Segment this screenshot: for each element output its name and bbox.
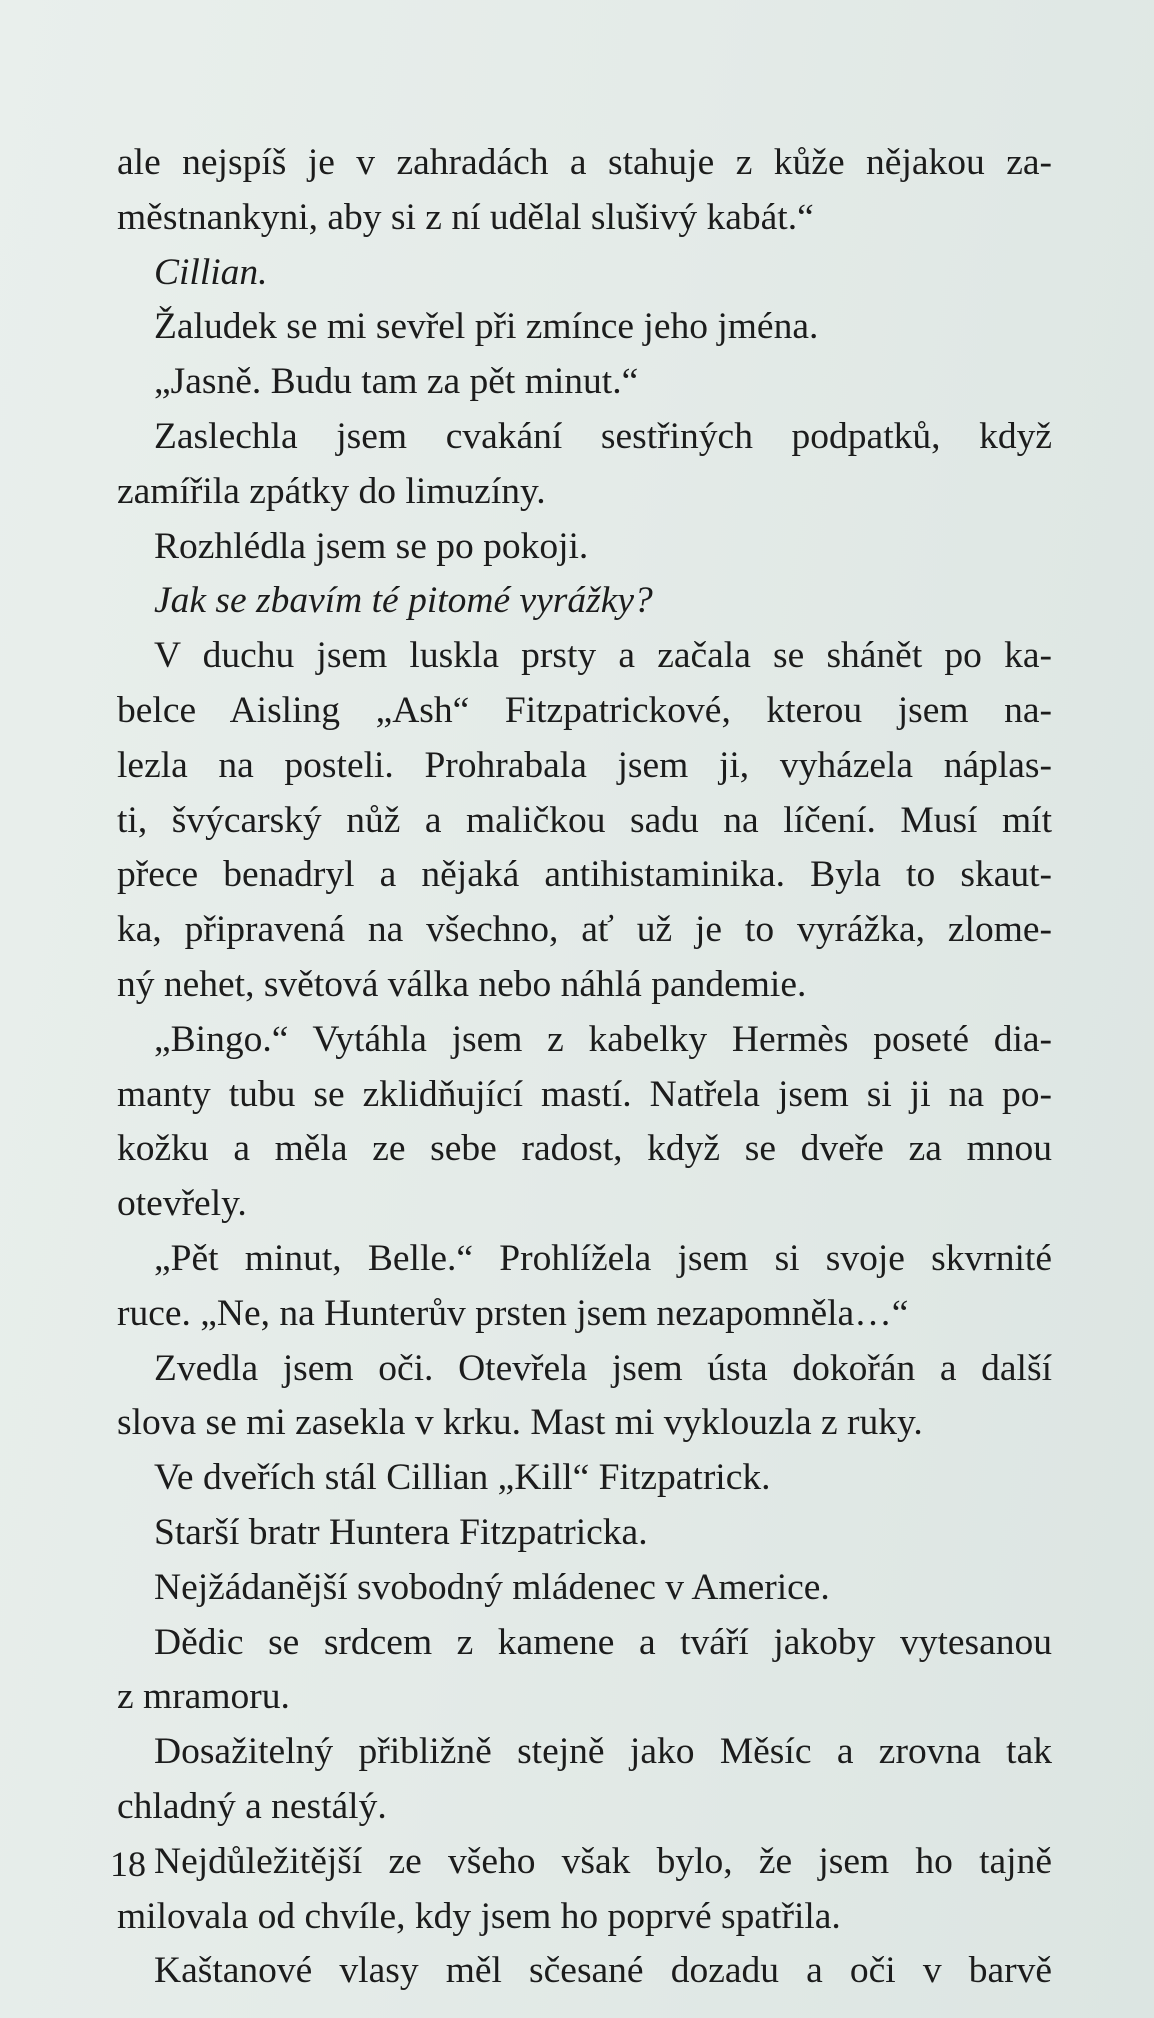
text-line: belce Aisling „Ash“ Fitzpatrickové, kterou jsem na- [117,689,1052,731]
text-line: Kaštanové vlasy měl sčesané dozadu a oči v barvě [154,1950,1052,1992]
text-line: „Jasně. Budu tam za pět minut.“ [154,361,639,403]
text-line: Žaludek se mi sevřel při zmínce jeho jména. [154,306,819,348]
text-line: Nejžádanější svobodný mládenec v Americe. [154,1566,830,1608]
text-line: městnankyni, aby si z ní udělal slušivý kabát.“ [117,196,814,238]
text-line: Rozhlédla jsem se po pokoji. [154,525,589,567]
text-line: „Pět minut, Belle.“ Prohlížela jsem si svoje skvrnité [154,1237,1052,1279]
text-line: Ve dveřích stál Cillian „Kill“ Fitzpatrick. [154,1457,771,1499]
text-line: „Bingo.“ Vytáhla jsem z kabelky Hermès poseté dia- [154,1018,1052,1060]
text-line: z mramoru. [117,1676,290,1718]
text-line: Cillian. [154,251,268,293]
text-line: kožku a měla ze sebe radost, když se dveře za mnou [117,1128,1052,1170]
text-line: chladný a nestálý. [117,1785,387,1827]
text-line: ti, švýcarský nůž a maličkou sadu na líčení. Musí mít [117,799,1052,841]
text-line: Nejdůležitější ze všeho však bylo, že jsem ho tajně [154,1840,1052,1882]
text-line: Starší bratr Huntera Fitzpatricka. [154,1511,648,1553]
text-line: ale nejspíš je v zahradách a stahuje z kůže nějakou za- [117,142,1052,183]
text-line: otevřely. [117,1183,247,1225]
text-line: V duchu jsem luskla prsty a začala se shánět po ka- [154,635,1052,677]
text-line: manty tubu se zklidňující mastí. Natřela jsem si ji na po- [117,1073,1052,1115]
text-line: přece benadryl a nějaká antihistaminika. Byla to skaut- [117,854,1052,896]
text-line: lezla na posteli. Prohrabala jsem ji, vyházela náplas- [117,744,1052,786]
text-line: slova se mi zasekla v krku. Mast mi vyklouzla z ruky. [117,1402,923,1444]
text-line: Zvedla jsem oči. Otevřela jsem ústa dokořán a další [154,1347,1052,1389]
body-text [117,136,1052,1999]
text-line: Dosažitelný přibližně stejně jako Měsíc a zrovna tak [154,1731,1052,1773]
text-line: Dědic se srdcem z kamene a tváří jakoby vytesanou [154,1621,1052,1663]
text-line: Jak se zbavím té pitomé vyrážky? [154,580,653,622]
text-line: ka, připravená na všechno, ať už je to vyrážka, zlome- [117,909,1052,951]
text-line: ruce. „Ne, na Hunterův prsten jsem nezapomněla…“ [117,1292,909,1334]
page-number: 18 [110,1844,146,1884]
text-line: zamířila zpátky do limuzíny. [117,470,546,512]
text-line: milovala od chvíle, kdy jsem ho poprvé spatřila. [117,1895,841,1937]
text-line: ný nehet, světová válka nebo náhlá pandemie. [117,963,807,1005]
text-line: Zaslechla jsem cvakání sestřiných podpatků, když [154,415,1052,457]
